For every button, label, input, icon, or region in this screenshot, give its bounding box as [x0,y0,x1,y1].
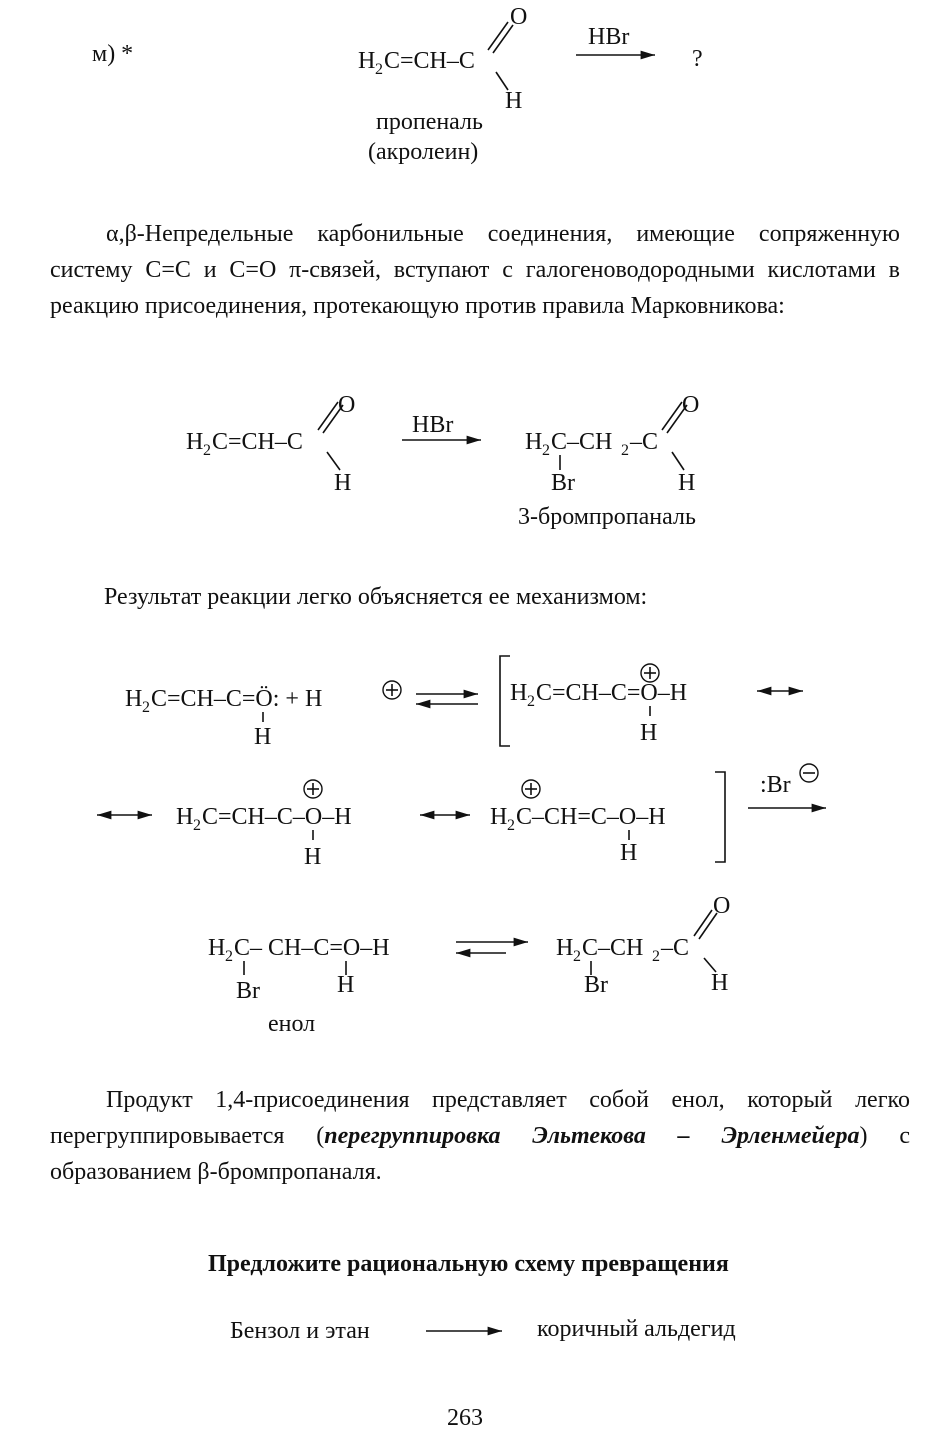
addition-reaction [186,392,699,496]
mechanism-row-3 [208,893,730,1004]
svg-text:O: O [713,893,731,919]
svg-text:H: H [304,844,322,870]
svg-text:C=CH–C: C=CH–C [212,429,303,455]
svg-text:H: H [620,840,638,866]
svg-text:2: 2 [652,948,660,965]
svg-text:2: 2 [573,948,581,965]
svg-text:H: H [510,680,528,706]
svg-text:H: H [186,429,204,455]
svg-text:H: H [358,48,376,74]
svg-text:Br: Br [236,978,260,1004]
svg-text:C–CH: C–CH [551,429,613,455]
svg-text:O: O [510,4,528,30]
svg-text:H: H [490,804,508,830]
svg-text:2: 2 [193,817,201,834]
svg-text:O: O [682,392,700,418]
svg-text:C=CH–C=Ö: + H: C=CH–C=Ö: + H [151,686,323,712]
svg-text:H: H [640,720,658,746]
svg-text:2: 2 [542,442,550,459]
compound-name-acrolein: (акролеин) [368,139,479,165]
svg-text:C=CH–C–O–H: C=CH–C–O–H [202,804,352,830]
svg-text:H: H [525,429,543,455]
svg-text:H: H [176,804,194,830]
page-number: 263 [447,1405,483,1431]
task-from: Бензол и этан [230,1318,370,1344]
task-heading: Предложите рациональную схему превращения [208,1251,729,1277]
svg-text:2: 2 [142,699,150,716]
svg-text:2: 2 [203,442,211,459]
svg-text:C–CH: C–CH [582,935,644,961]
mechanism-row-2 [97,764,826,870]
svg-text:2: 2 [621,442,629,459]
paragraph-mechanism-intro: Результат реакции легко объясняется ее механизмом: [104,584,648,610]
svg-text:Br: Br [551,470,575,496]
svg-text:2: 2 [527,693,535,710]
svg-text:H: H [208,935,226,961]
bromide-ion: :Br [760,772,791,798]
svg-text:C=CH–C=O–H: C=CH–C=O–H [536,680,688,706]
paragraph-rearrangement-part2: ) с образованием β-бромпропаналя. [50,1123,910,1185]
paragraph-conjugated-addition: α,β-Непредельные карбонильные соединения, имеющие сопряженную систему C=C и C=O π-связей, вступают с галогеноводородными кислотами в реакцию присоединения, протекающую против правила Марковникова: [50,221,900,319]
enol-label: енол [268,1011,316,1037]
svg-text:2: 2 [225,948,233,965]
svg-text:H: H [334,470,352,496]
svg-text:H: H [125,686,143,712]
mechanism-row-1 [125,656,803,750]
problem-label: м) * [92,41,134,67]
reaction-reagent: HBr [412,412,454,438]
svg-text:2: 2 [375,61,383,78]
svg-text:H: H [711,970,729,996]
svg-text:H: H [337,972,355,998]
product-name-3-bromopropanal: 3-бромпропаналь [518,504,696,530]
paragraph-rearrangement-part1: Продукт 1,4-присоединения представляет собой енол, который легко перегруппировывается ( [50,1087,910,1149]
compound-name-propenal: пропеналь [376,109,483,135]
svg-text:2: 2 [507,817,515,834]
svg-text:–C: –C [630,429,659,455]
problem-question: ? [692,46,703,72]
svg-text:–C: –C [661,935,690,961]
svg-text:H: H [678,470,696,496]
problem-reagent: HBr [588,24,630,50]
svg-text:H: H [505,88,523,114]
task-to: коричный альдегид [537,1316,736,1342]
svg-text:O: O [338,392,356,418]
svg-text:C– CH–C=O–H: C– CH–C=O–H [234,935,390,961]
rearrangement-name: перегруппировка Эльтекова – Эрленмейера [324,1123,860,1149]
acrolein-structure-problem [358,4,703,114]
svg-text:C=CH–C: C=CH–C [384,48,475,74]
svg-text:H: H [556,935,574,961]
svg-text:H: H [254,724,272,750]
svg-text:Br: Br [584,972,608,998]
svg-text:C–CH=C–O–H: C–CH=C–O–H [516,804,666,830]
